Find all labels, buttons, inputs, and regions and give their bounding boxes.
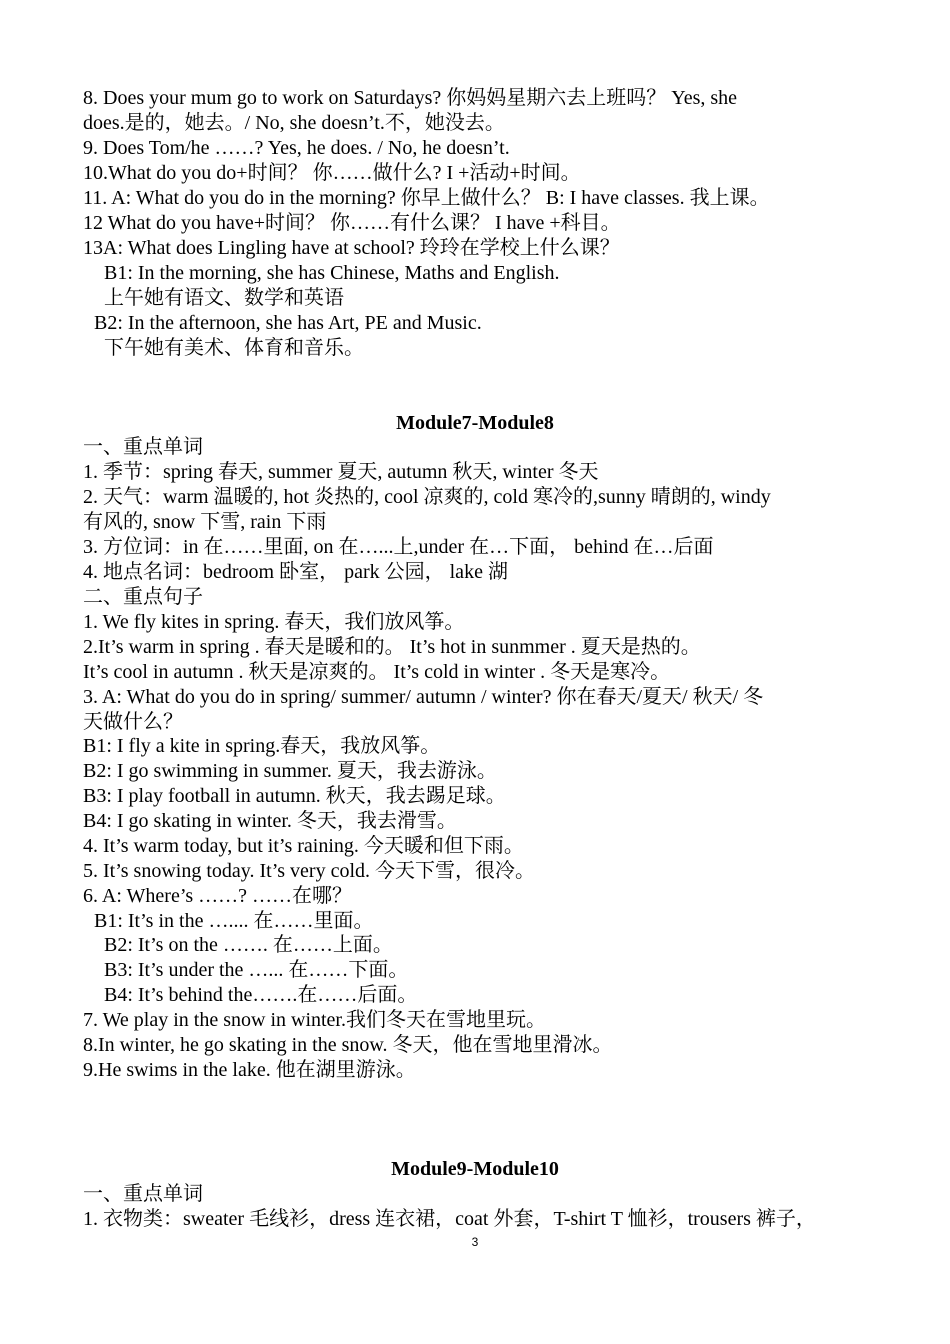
text-line: B4: I go skating in winter. 冬天，我去滑雪。: [83, 810, 457, 832]
text-line: B2: In the afternoon, she has Art, PE and Music.: [94, 312, 482, 334]
text-line: B2: I go swimming in summer. 夏天，我去游泳。: [83, 760, 497, 782]
text-line: 9. Does Tom/he ……? Yes, he does. / No, he doesn’t.: [83, 137, 510, 159]
text-line: 4. 地点名词：bedroom 卧室， park 公园， lake 湖: [83, 561, 508, 583]
text-line: 2.It’s warm in spring . 春天是暖和的。 It’s hot in sunmmer . 夏天是热的。: [83, 636, 701, 658]
text-line: 一、重点单词: [83, 436, 203, 458]
text-line: 7. We play in the snow in winter.我们冬天在雪地里玩。: [83, 1009, 546, 1031]
text-line: 12 What do you have+时间？ 你……有什么课？ I have +科目。: [83, 212, 621, 234]
text-line: 上午她有语文、数学和英语: [104, 287, 344, 309]
section-heading: Module7-Module8: [396, 412, 554, 434]
text-line: 1. 季节：spring 春天, summer 夏天, autumn 秋天, winter 冬天: [83, 461, 599, 483]
text-line: does.是的，她去。/ No, she doesn’t.不，她没去。: [83, 112, 505, 134]
text-line: 有风的, snow 下雪, rain 下雨: [83, 511, 327, 533]
text-line: 5. It’s snowing today. It’s very cold. 今天下雪，很冷。: [83, 860, 536, 882]
text-line: 10.What do you do+时间？ 你……做什么? I +活动+时间。: [83, 162, 581, 184]
text-line: 1. We fly kites in spring. 春天，我们放风筝。: [83, 611, 465, 633]
text-line: 3. 方位词：in 在……里面, on 在…...上,under 在…下面， behind 在…后面: [83, 536, 714, 558]
text-line: 一、重点单词: [83, 1183, 203, 1205]
text-line: 2. 天气：warm 温暖的, hot 炎热的, cool 凉爽的, cold 寒冷的,sunny 晴朗的, windy: [83, 486, 771, 508]
text-line: 6. A: Where’s ……? ……在哪？: [83, 885, 353, 907]
text-line: 下午她有美术、体育和音乐。: [104, 337, 364, 359]
section-heading: Module9-Module10: [391, 1158, 559, 1180]
text-line: B4: It’s behind the…….在……后面。: [104, 984, 418, 1006]
text-line: 11. A: What do you do in the morning? 你早上做什么？ B: I have classes. 我上课。: [83, 187, 770, 209]
text-line: B1: In the morning, she has Chinese, Maths and English.: [104, 262, 560, 284]
page-number: 3: [471, 1235, 479, 1249]
text-line: It’s cool in autumn . 秋天是凉爽的。 It’s cold in winter . 冬天是寒冷。: [83, 661, 671, 683]
text-line: B1: It’s in the ….... 在……里面。: [94, 910, 374, 932]
text-line: B2: It’s on the ……. 在……上面。: [104, 934, 393, 956]
text-line: 8.In winter, he go skating in the snow. 冬天，他在雪地里滑冰。: [83, 1034, 613, 1056]
text-line: 天做什么？: [83, 711, 183, 733]
text-line: 4. It’s warm today, but it’s raining. 今天暖和但下雨。: [83, 835, 524, 857]
text-line: B3: It’s under the …... 在……下面。: [104, 959, 409, 981]
text-line: B1: I fly a kite in spring.春天，我放风筝。: [83, 735, 441, 757]
text-line: B3: I play football in autumn. 秋天，我去踢足球。: [83, 785, 506, 807]
text-line: 二、重点句子: [83, 586, 203, 608]
text-line: 1. 衣物类：sweater 毛线衫，dress 连衣裙，coat 外套，T-shirt T 恤衫，trousers 裤子，: [83, 1208, 816, 1230]
text-line: 9.He swims in the lake. 他在湖里游泳。: [83, 1059, 416, 1081]
text-line: 3. A: What do you do in spring/ summer/ autumn / winter? 你在春天/夏天/ 秋天/ 冬: [83, 686, 764, 708]
text-line: 13A: What does Lingling have at school? 玲玲在学校上什么课？: [83, 237, 620, 259]
text-line: 8. Does your mum go to work on Saturdays? 你妈妈星期六去上班吗？ Yes, she: [83, 87, 738, 109]
